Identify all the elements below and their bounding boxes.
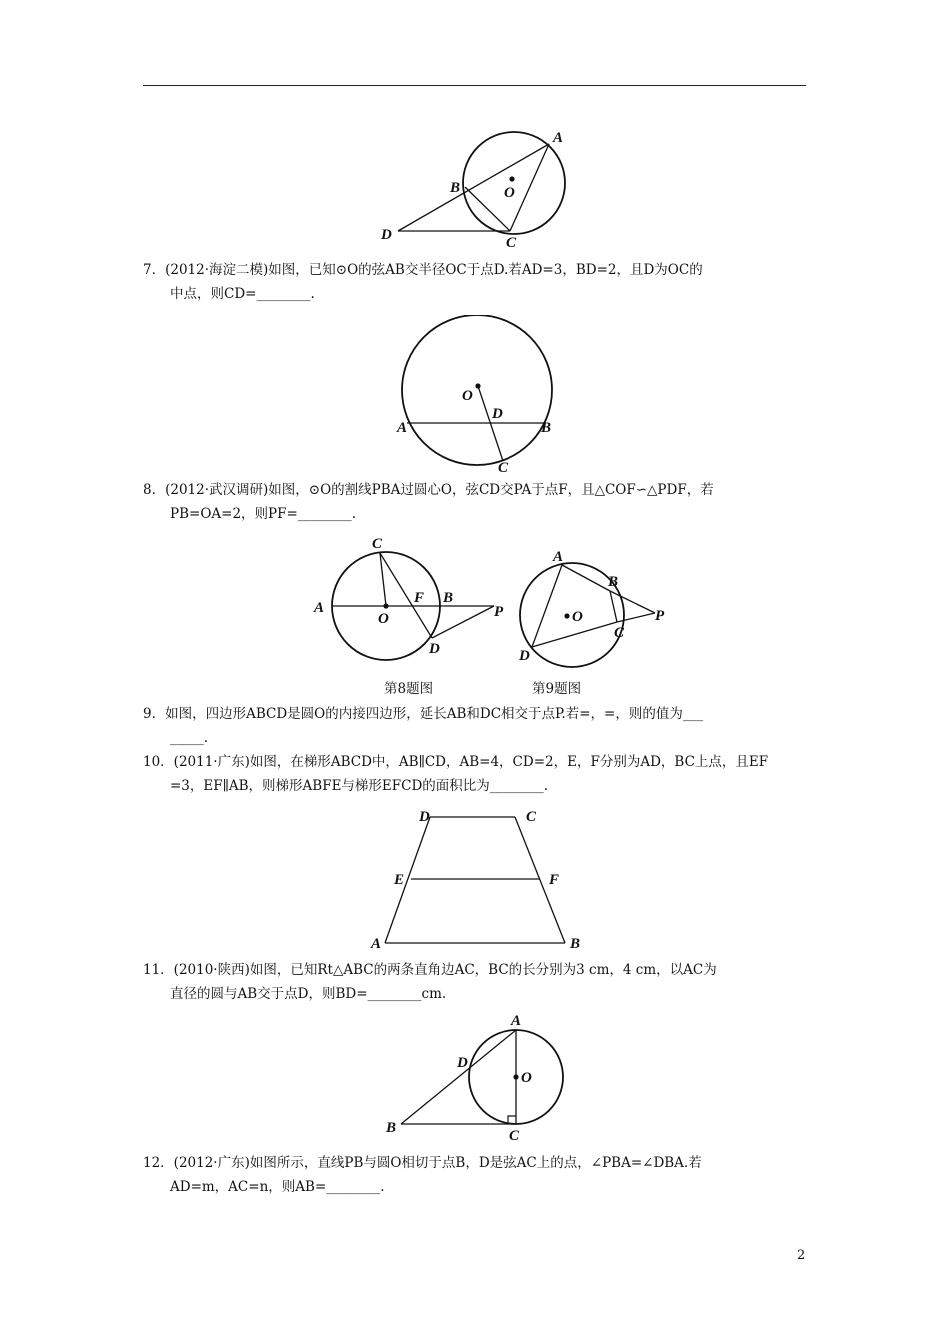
figure-q7 xyxy=(390,315,565,475)
caption-fig8: 第8题图 xyxy=(384,681,434,697)
header-rule xyxy=(143,85,806,86)
label-f: F xyxy=(549,872,560,888)
label-c: C xyxy=(498,460,509,475)
label-d: D xyxy=(457,1055,468,1071)
label-e: E xyxy=(394,872,405,888)
page-number: 2 xyxy=(797,1248,806,1263)
figure-q6 xyxy=(370,125,580,250)
question-8-line-1: 8．(2012·武汉调研)如图，⊙O的割线PBA过圆心O，弦CD交PA于点F，且△COF∽△PDF，若 xyxy=(143,482,714,498)
label-d: D xyxy=(519,648,530,664)
label-a: A xyxy=(553,549,564,565)
label-c: C xyxy=(526,809,537,825)
label-o: O xyxy=(462,388,473,404)
question-9 xyxy=(143,702,808,750)
question-10 xyxy=(143,750,808,798)
label-o: O xyxy=(572,609,583,625)
figure-q10 xyxy=(365,803,595,953)
label-d: D xyxy=(492,406,503,422)
label-o: O xyxy=(504,185,515,201)
question-8-line-2: PB=OA=2，则PF=________. xyxy=(170,506,357,522)
question-8 xyxy=(143,478,808,526)
label-o: O xyxy=(378,611,389,627)
figure-q8 xyxy=(310,530,510,670)
question-11-line-1: 11．(2010·陕西)如图，已知Rt△ABC的两条直角边AC，BC的长分别为3 cm，4 cm，以AC为 xyxy=(143,962,717,978)
label-c: C xyxy=(506,235,517,250)
label-a: A xyxy=(314,600,325,616)
label-a: A xyxy=(397,420,408,436)
label-c: C xyxy=(614,625,625,641)
label-p: P xyxy=(494,604,504,620)
label-c: C xyxy=(372,536,383,552)
label-b: B xyxy=(541,420,552,436)
label-d: D xyxy=(419,809,430,825)
label-d: D xyxy=(429,641,440,657)
label-b: B xyxy=(450,180,461,196)
label-c: C xyxy=(509,1128,520,1144)
question-12-line-1: 12．(2012·广东)如图所示，直线PB与圆O相切于点B，D是弦AC上的点，∠PBA=∠DBA.若 xyxy=(143,1155,702,1171)
question-10-line-1: 10．(2011·广东)如图，在梯形ABCD中，AB∥CD，AB=4，CD=2，E，F分别为AD，BC上点，且EF xyxy=(143,754,769,770)
question-11 xyxy=(143,958,808,1006)
label-d: D xyxy=(381,227,392,243)
question-7 xyxy=(143,258,808,306)
label-b: B xyxy=(386,1120,397,1136)
question-11-line-2: 直径的圆与AB交于点D，则BD=________cm. xyxy=(170,986,447,1002)
caption-fig9: 第9题图 xyxy=(532,681,582,697)
label-b: B xyxy=(443,590,454,606)
question-9-line-2: _____. xyxy=(170,730,209,746)
label-a: A xyxy=(553,130,564,146)
question-10-line-2: =3，EF∥AB，则梯形ABFE与梯形EFCD的面积比为________. xyxy=(170,778,549,794)
figure-q11 xyxy=(380,1010,570,1145)
label-p: P xyxy=(655,608,665,624)
figure-q9 xyxy=(505,545,675,670)
label-f: F xyxy=(414,590,425,606)
question-7-line-2: 中点，则CD=________. xyxy=(170,286,315,302)
question-12 xyxy=(143,1151,808,1199)
label-a: A xyxy=(371,936,382,952)
question-12-line-2: AD=m，AC=n，则AB=________. xyxy=(170,1179,385,1195)
label-o: O xyxy=(521,1070,532,1086)
label-b: B xyxy=(570,936,581,952)
question-9-line-1: 9．如图，四边形ABCD是圆O的内接四边形，延长AB和DC相交于点P.若=，=，则的值为___ xyxy=(143,706,704,722)
label-a: A xyxy=(511,1013,522,1029)
circle-o xyxy=(463,132,565,234)
label-b: B xyxy=(608,574,619,590)
question-7-line-1: 7．(2012·海淀二模)如图，已知⊙O的弦AB交半径OC于点D.若AD=3，BD=2，且D为OC的 xyxy=(143,262,703,278)
